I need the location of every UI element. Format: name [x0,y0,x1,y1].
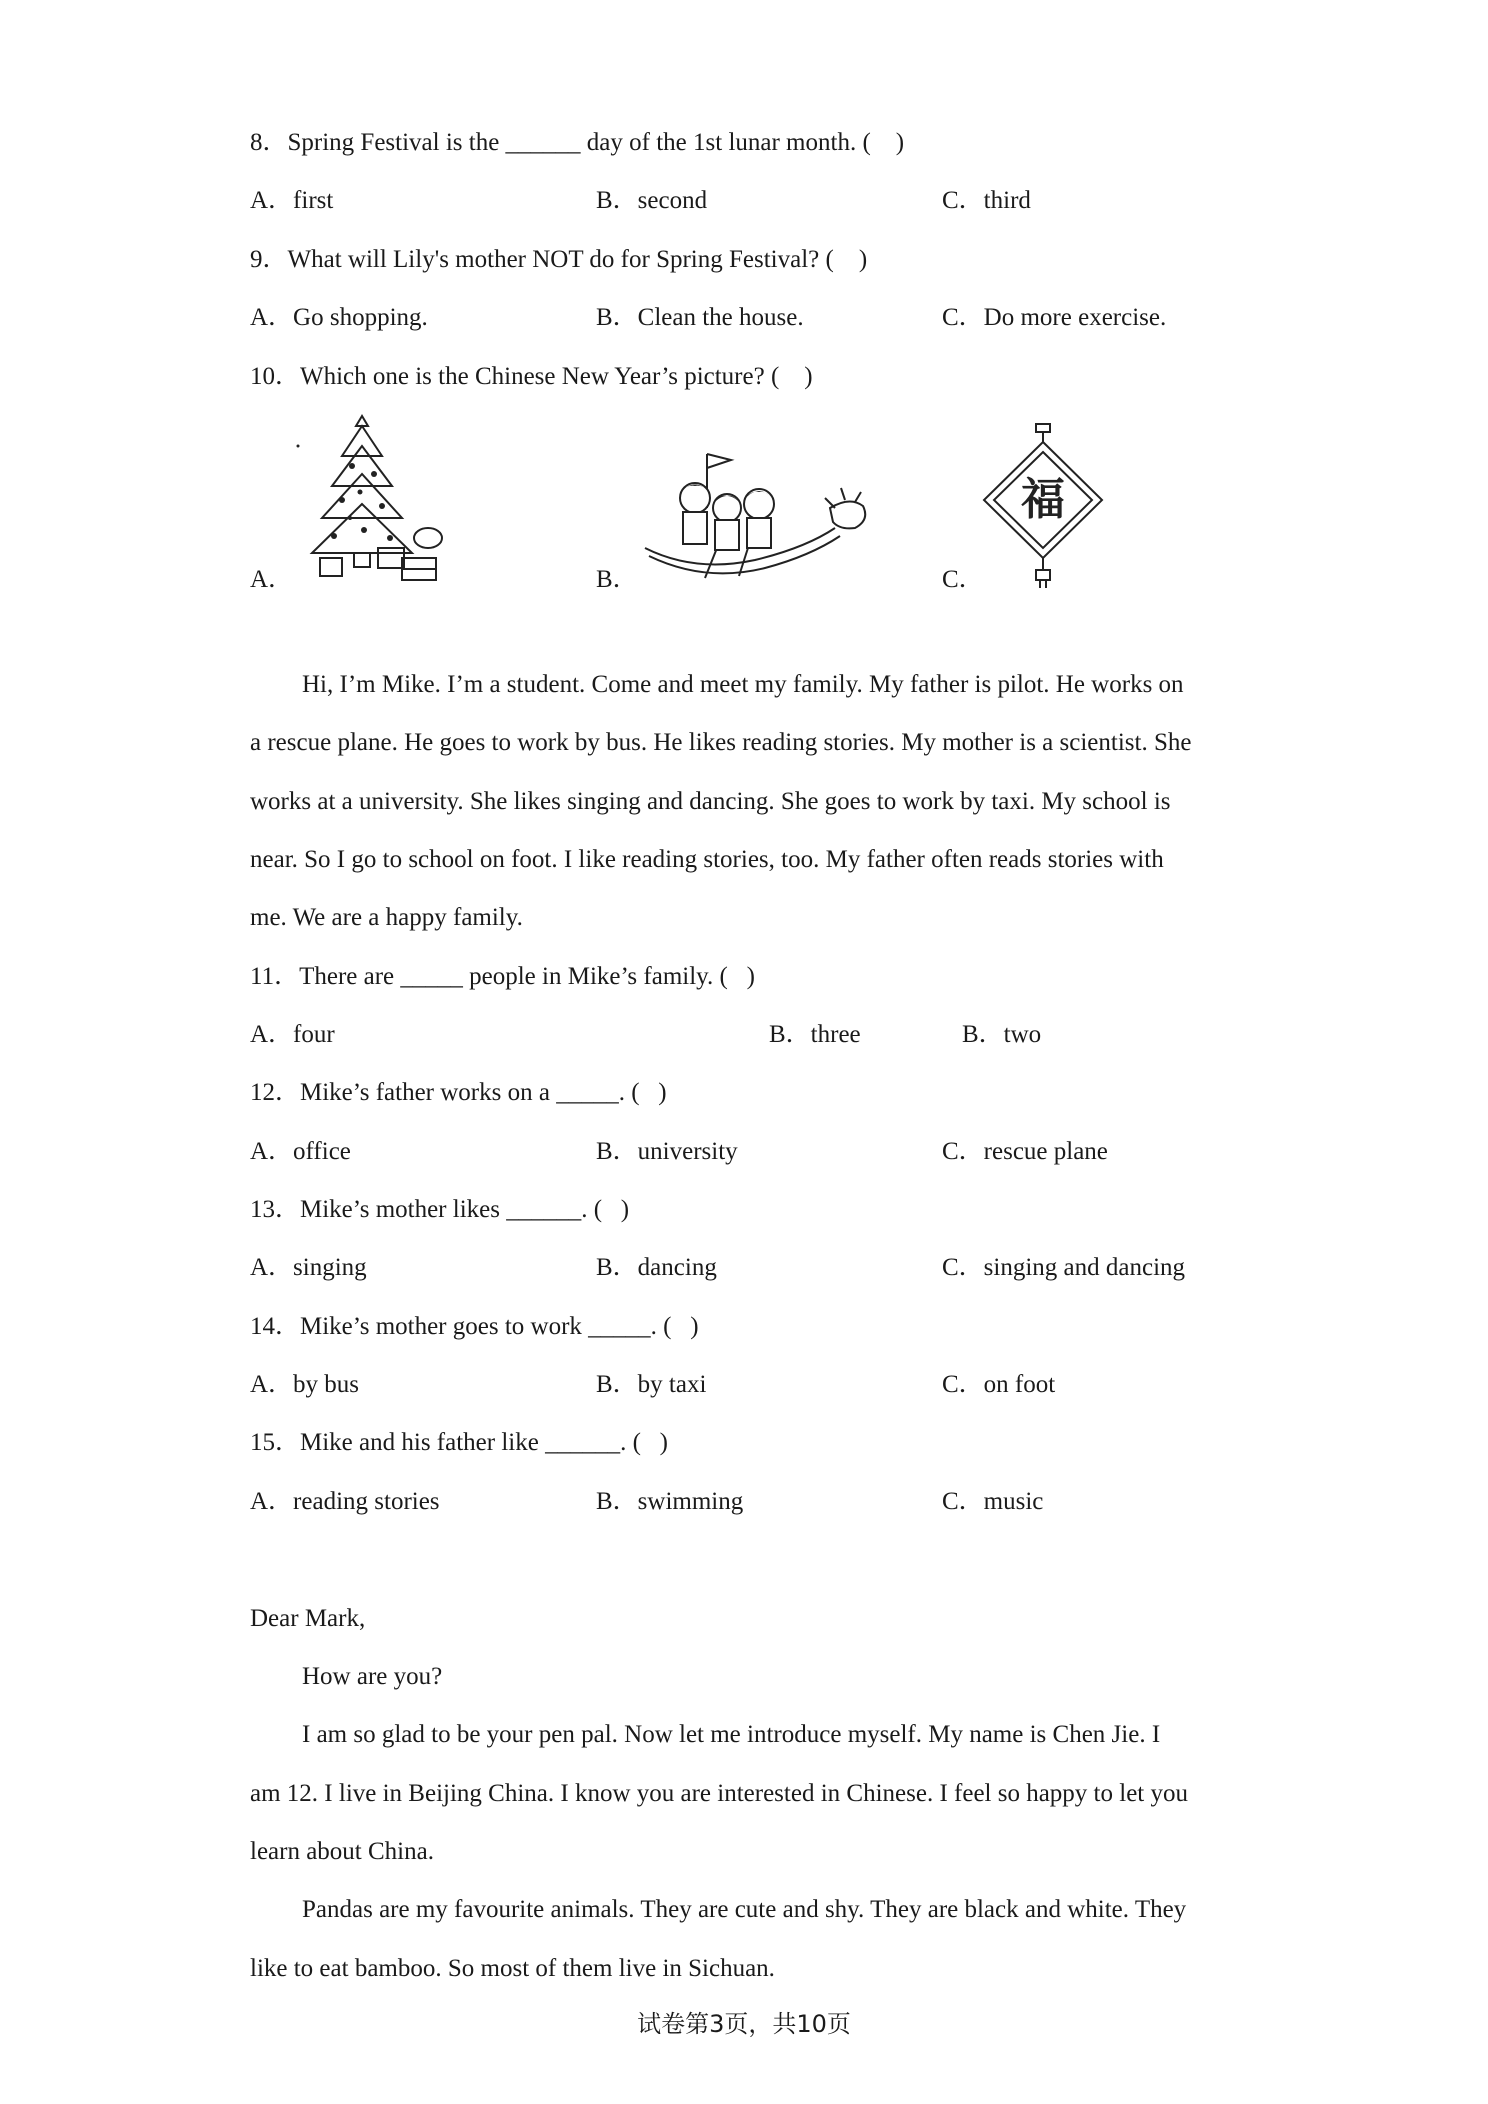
q13-option-a[interactable]: A．singing [250,1254,367,1281]
fu-character-text: 福 [1021,474,1065,525]
passage-line: a rescue plane. He goes to work by bus. He likes reading stories. My mother is a scientist. She [250,729,1192,756]
question-10: 10．Which one is the Chinese New Year’s picture? ( ) [250,363,813,390]
letter-line: like to eat bamboo. So most of them live in Sichuan. [250,1955,775,1982]
question-11: 11．There are _____ people in Mike’s family. ( ) [250,963,755,990]
letter-line: learn about China. [250,1838,434,1865]
q8-option-b[interactable]: B．second [596,187,708,214]
passage-line: Hi, I’m Mike. I’m a student. Come and meet my family. My father is pilot. He works on [302,671,1184,698]
letter-greeting: Dear Mark, [250,1605,366,1632]
question-12: 12．Mike’s father works on a _____. ( ) [250,1079,667,1106]
letter-line: I am so glad to be your pen pal. Now let me introduce myself. My name is Chen Jie. I [302,1721,1161,1748]
letter-line: How are you? [302,1663,443,1690]
q14-option-c[interactable]: C．on foot [942,1371,1056,1398]
q10-option-a[interactable]: A． [250,566,294,593]
q13-option-b[interactable]: B．dancing [596,1254,717,1281]
q11-option-a[interactable]: A．four [250,1021,335,1048]
question-13: 13．Mike’s mother likes ______. ( ) [250,1196,630,1223]
q12-option-b[interactable]: B．university [596,1138,738,1165]
q9-option-c[interactable]: C．Do more exercise. [942,304,1167,331]
q12-option-a[interactable]: A．office [250,1138,351,1165]
q15-option-b[interactable]: B．swimming [596,1488,744,1515]
fu-character-image [978,420,1108,590]
q12-option-c[interactable]: C．rescue plane [942,1138,1108,1165]
letter-line: Pandas are my favourite animals. They are cute and shy. They are black and white. They [302,1896,1187,1923]
q11-option-c[interactable]: B．two [962,1021,1042,1048]
q10-option-b[interactable]: B． [596,566,638,593]
q8-option-c[interactable]: C．third [942,187,1031,214]
q13-option-c[interactable]: C．singing and dancing [942,1254,1186,1281]
passage-line: me. We are a happy family. [250,904,523,931]
question-15: 15．Mike and his father like ______. ( ) [250,1429,668,1456]
q9-option-b[interactable]: B．Clean the house. [596,304,804,331]
letter-line: am 12. I live in Beijing China. I know you are interested in Chinese. I feel so happy to let you [250,1780,1188,1807]
question-14: 14．Mike’s mother goes to work _____. ( ) [250,1313,699,1340]
q14-option-b[interactable]: B．by taxi [596,1371,707,1398]
q15-option-a[interactable]: A．reading stories [250,1488,440,1515]
question-9: 9．What will Lily's mother NOT do for Spring Festival? ( ) [250,246,868,273]
passage-line: near. So I go to school on foot. I like reading stories, too. My father often reads stories with [250,846,1164,873]
q8-option-a[interactable]: A．first [250,187,334,214]
question-8: 8．Spring Festival is the ______ day of the 1st lunar month. ( ) [250,129,905,156]
q10-option-c[interactable]: C． [942,566,984,593]
q14-option-a[interactable]: A．by bus [250,1371,360,1398]
christmas-tree-image [290,408,450,588]
dragon-boat-image [635,448,875,588]
page-footer: 试卷第3页，共10页 [637,2010,851,2038]
q11-option-b[interactable]: B．three [769,1021,861,1048]
q9-option-a[interactable]: A．Go shopping. [250,304,428,331]
q15-option-c[interactable]: C．music [942,1488,1044,1515]
passage-line: works at a university. She likes singing and dancing. She goes to work by taxi. My school is [250,788,1171,815]
